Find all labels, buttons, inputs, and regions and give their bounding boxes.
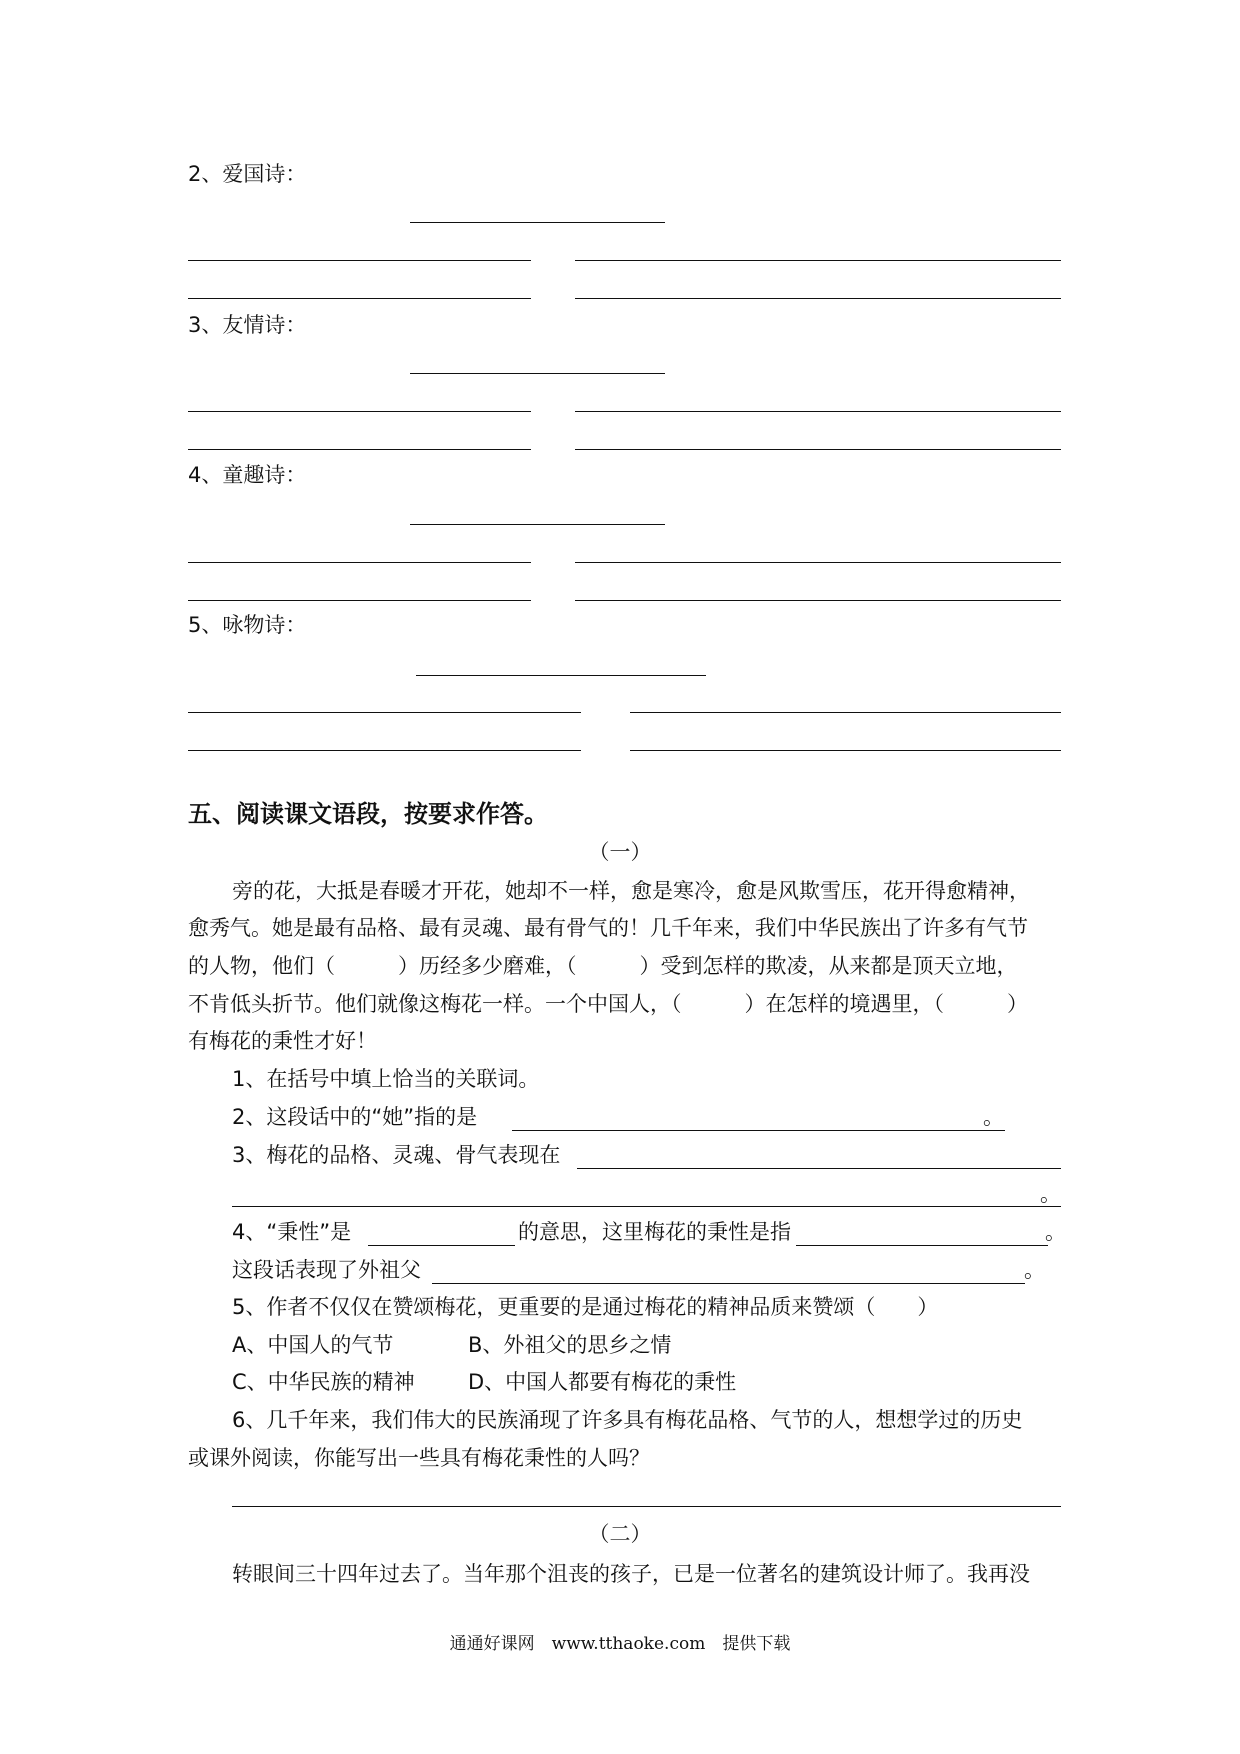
option-c[interactable]: C、中华民族的精神 <box>232 1370 415 1394</box>
answer-line[interactable] <box>410 373 665 374</box>
question-2: 2、这段话中的“她”指的是 <box>232 1105 478 1129</box>
option-b[interactable]: B、外祖父的思乡之情 <box>468 1333 672 1357</box>
answer-line[interactable] <box>188 750 581 751</box>
answer-line[interactable] <box>575 449 1061 450</box>
answer-line[interactable] <box>575 600 1061 601</box>
question-3: 3、梅花的品格、灵魂、骨气表现在 <box>232 1143 561 1167</box>
part-marker: （二） <box>588 1522 652 1546</box>
answer-line[interactable] <box>188 411 531 412</box>
option-d[interactable]: D、中国人都要有梅花的秉性 <box>468 1370 737 1394</box>
question-6-line2: 或课外阅读，你能写出一些具有梅花秉性的人吗？ <box>188 1446 650 1470</box>
answer-line[interactable] <box>188 260 531 261</box>
question-1: 1、在括号中填上恰当的关联词。 <box>232 1067 540 1091</box>
poem-section-label: 4、童趣诗： <box>188 463 307 487</box>
answer-line[interactable] <box>410 524 665 525</box>
question-4-end: 。 <box>1045 1220 1066 1244</box>
question-4-line2: 这段话表现了外祖父 <box>232 1258 421 1282</box>
answer-line[interactable] <box>630 750 1061 751</box>
passage-line: 有梅花的秉性才好！ <box>188 1029 377 1053</box>
answer-line[interactable] <box>232 1506 1061 1507</box>
question-4-line2-end: 。 <box>1024 1258 1045 1282</box>
answer-line[interactable] <box>188 600 531 601</box>
answer-line[interactable] <box>796 1245 1048 1246</box>
answer-line[interactable] <box>232 1206 1061 1207</box>
poem-section-label: 2、爱国诗： <box>188 162 307 186</box>
section-title: 五、阅读课文语段，按要求作答。 <box>188 800 548 828</box>
question-5: 5、作者不仅仅在赞颂梅花，更重要的是通过梅花的精神品质来赞颂（ ） <box>232 1295 939 1319</box>
answer-line[interactable] <box>575 260 1061 261</box>
answer-line[interactable] <box>416 675 706 676</box>
poem-section-label: 3、友情诗： <box>188 313 307 337</box>
answer-line[interactable] <box>432 1283 1025 1284</box>
footer-text: 通通好课网 www.tthaoke.com 提供下载 <box>449 1634 791 1654</box>
part-marker: （一） <box>588 840 652 864</box>
poem-section-label: 5、咏物诗： <box>188 613 307 637</box>
answer-line[interactable] <box>512 1130 1005 1131</box>
answer-line[interactable] <box>368 1245 515 1246</box>
question-3-end: 。 <box>1040 1182 1061 1206</box>
answer-line[interactable] <box>188 449 531 450</box>
answer-line[interactable] <box>630 712 1061 713</box>
answer-line[interactable] <box>577 1168 1061 1169</box>
passage-line: 愈秀气。她是最有品格、最有灵魂、最有骨气的！几千年来，我们中华民族出了许多有气节 <box>188 916 1028 940</box>
question-6: 6、几千年来，我们伟大的民族涌现了许多具有梅花品格、气节的人，想想学过的历史 <box>232 1408 1023 1432</box>
passage-line: 的人物，他们（ ）历经多少磨难，（ ）受到怎样的欺凌，从来都是顶天立地， <box>188 954 1018 978</box>
question-4: 4、“秉性”是 <box>232 1220 352 1244</box>
passage-line: 不肯低头折节。他们就像这梅花一样。一个中国人，（ ）在怎样的境遇里，（ ） <box>188 992 1028 1016</box>
passage-line: 旁的花，大抵是春暖才开花，她却不一样，愈是寒冷，愈是风欺雪压，花开得愈精神， <box>232 879 1030 903</box>
option-a[interactable]: A、中国人的气节 <box>232 1333 394 1357</box>
answer-line[interactable] <box>575 411 1061 412</box>
answer-line[interactable] <box>575 562 1061 563</box>
answer-line[interactable] <box>188 712 581 713</box>
answer-line[interactable] <box>575 298 1061 299</box>
answer-line[interactable] <box>188 298 531 299</box>
answer-line[interactable] <box>410 222 665 223</box>
question-2-end: 。 <box>983 1105 1004 1129</box>
answer-line[interactable] <box>188 562 531 563</box>
question-4-mid: 的意思，这里梅花的秉性是指 <box>518 1220 791 1244</box>
passage-line: 转眼间三十四年过去了。当年那个沮丧的孩子，已是一位著名的建筑设计师了。我再没 <box>232 1562 1030 1586</box>
